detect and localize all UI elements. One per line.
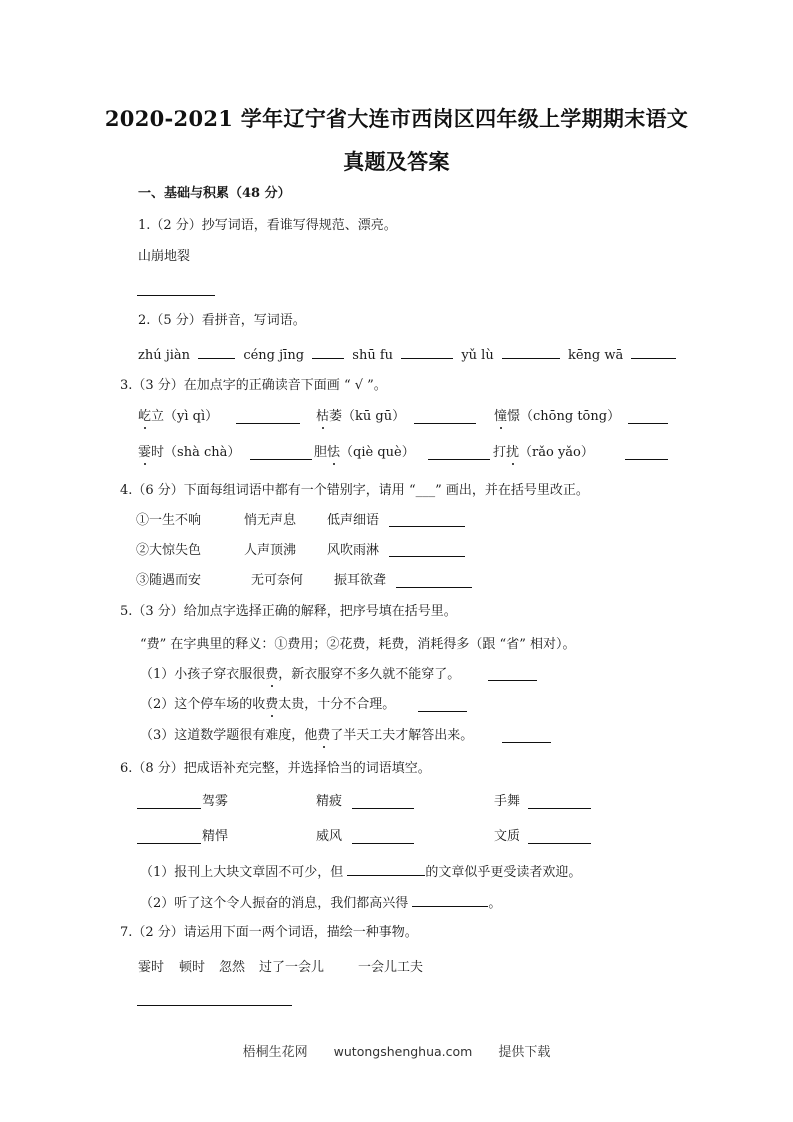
- dotted-char: 扰: [506, 445, 520, 460]
- q5-item: [140, 728, 473, 744]
- q4-word: 人声顶沸: [244, 543, 297, 558]
- q6-blank[interactable]: [528, 808, 591, 809]
- q4-word: 振耳欲聋: [334, 573, 387, 588]
- q6-sentence-1: [140, 862, 581, 881]
- char: 打: [493, 445, 507, 460]
- q7-answer-blank[interactable]: [137, 1005, 292, 1006]
- q6-blank[interactable]: [352, 843, 414, 844]
- q3-blank[interactable]: [236, 423, 300, 424]
- char: 胆: [314, 445, 328, 460]
- q3-item: [314, 445, 415, 461]
- q7-word: 忽然: [219, 960, 246, 975]
- q5-text: （3）这道数学题很有难度，他: [140, 728, 318, 743]
- q5-item: [140, 697, 395, 713]
- doc-title-line1: 2020-2021 学年辽宁省大连市西岗区四年级上学期期末语文: [104, 106, 689, 131]
- page-footer: [0, 1041, 793, 1060]
- q5-definition: “费” 在字典里的释义：①费用；②花费，耗费，消耗得多（跟 “省” 相对）。: [140, 637, 576, 652]
- q6-idiom-part: 文质: [494, 829, 521, 844]
- q6-idiom-part: 威风: [316, 829, 343, 844]
- q5-text: 太贵，十分不合理。: [278, 697, 396, 712]
- q6-idiom-part: 精疲: [316, 794, 343, 809]
- dotted-char: 枯: [316, 409, 330, 424]
- q6-idiom-part: 驾雾: [202, 794, 229, 809]
- char: 时: [151, 445, 165, 460]
- q1-answer-blank[interactable]: [137, 295, 215, 296]
- q3-blank[interactable]: [625, 459, 668, 460]
- q6-sentence-2: [140, 893, 501, 912]
- q5-blank[interactable]: [488, 680, 537, 681]
- q3-item: [138, 445, 240, 461]
- q7-word: 顿时: [179, 960, 206, 975]
- pinyin-blank[interactable]: [198, 345, 235, 359]
- q6-sentence-blank[interactable]: [412, 893, 488, 907]
- q3-item: [316, 409, 405, 425]
- q4-blank[interactable]: [396, 587, 472, 588]
- q4-stem: 4.（6 分）下面每组词语中都有一个错别字，请用 “___” 画出，并在括号里改正。: [120, 483, 589, 498]
- q3-stem: 3.（3 分）在加点字的正确读音下面画 “ √ ”。: [120, 378, 387, 393]
- pinyin-options: （chōng tōng）: [520, 409, 621, 424]
- q2-pinyin-row: [138, 345, 680, 364]
- pinyin-options: （yì qì）: [164, 409, 219, 424]
- footer-site-name: 梧桐生花网: [242, 1045, 308, 1060]
- pinyin-blank[interactable]: [631, 345, 676, 359]
- q7-word: 一会儿工夫: [358, 960, 424, 975]
- dotted-char: 怯: [327, 445, 341, 460]
- q5-item: [140, 667, 460, 683]
- dotted-char: 费: [317, 728, 331, 743]
- doc-title-line2: 真题及答案: [343, 149, 450, 174]
- q4-word: ①一生不响: [136, 513, 202, 528]
- q5-text: （1）小孩子穿衣服很: [140, 667, 266, 682]
- q4-blank[interactable]: [389, 526, 465, 527]
- q7-stem: 7.（2 分）请运用下面一两个词语，描绘一种事物。: [120, 925, 418, 940]
- q7-word: 过了一会儿: [259, 960, 325, 975]
- q4-blank[interactable]: [389, 556, 465, 557]
- pinyin-item: yǔ lù: [461, 348, 494, 363]
- q4-word: 低声细语: [327, 513, 380, 528]
- q4-word: 悄无声息: [244, 513, 297, 528]
- q7-word: 霎时: [138, 960, 165, 975]
- q3-item: [138, 409, 218, 425]
- q4-word: ③随遇而安: [136, 573, 202, 588]
- pinyin-blank[interactable]: [502, 345, 560, 359]
- q4-word: 无可奈何: [251, 573, 304, 588]
- section-heading: 一、基础与积累（48 分）: [138, 186, 291, 201]
- q4-word: 风吹雨淋: [327, 543, 380, 558]
- q3-blank[interactable]: [250, 459, 312, 460]
- pinyin-options: （rǎo yǎo）: [519, 445, 594, 460]
- q3-blank[interactable]: [428, 459, 490, 460]
- q6-text: 。: [488, 896, 502, 911]
- pinyin-options: （kū gū）: [342, 409, 406, 424]
- dotted-char: 费: [265, 667, 279, 682]
- pinyin-item: zhú jiàn: [138, 348, 191, 363]
- char: 立: [151, 409, 165, 424]
- pinyin-options: （qiè què）: [340, 445, 415, 460]
- q6-text: （1）报刊上大块文章固不可少，但: [140, 865, 348, 880]
- pinyin-item: kēng wā: [567, 348, 624, 363]
- pinyin-item: shū fu: [352, 348, 394, 363]
- q6-blank[interactable]: [528, 843, 591, 844]
- q6-idiom-part: 精悍: [202, 829, 229, 844]
- pinyin-item: céng jīng: [243, 348, 305, 363]
- q3-blank[interactable]: [414, 423, 476, 424]
- dotted-char: 屹: [138, 409, 152, 424]
- char: 萎: [329, 409, 343, 424]
- q1-stem: 1.（2 分）抄写词语，看谁写得规范、漂亮。: [138, 218, 397, 233]
- q6-idiom-part: 手舞: [494, 794, 521, 809]
- pinyin-blank[interactable]: [312, 345, 344, 359]
- q5-text: （2）这个停车场的收: [140, 697, 266, 712]
- q5-text: 了半天工夫才解答出来。: [330, 728, 474, 743]
- q5-blank[interactable]: [418, 711, 467, 712]
- dotted-char: 费: [265, 697, 279, 712]
- dotted-char: 霎: [138, 445, 152, 460]
- q2-stem: 2.（5 分）看拼音，写词语。: [138, 313, 306, 328]
- q6-blank[interactable]: [137, 843, 201, 844]
- q5-stem: 5.（3 分）给加点字选择正确的解释，把序号填在括号里。: [120, 604, 457, 619]
- q6-sentence-blank[interactable]: [347, 862, 425, 876]
- pinyin-blank[interactable]: [401, 345, 453, 359]
- q6-stem: 6.（8 分）把成语补充完整，并选择恰当的词语填空。: [120, 761, 431, 776]
- footer-note: 提供下载: [498, 1045, 551, 1060]
- q6-text: 的文章似乎更受读者欢迎。: [425, 865, 582, 880]
- q3-item: [493, 445, 594, 461]
- q5-text: ，新衣服穿不多久就不能穿了。: [278, 667, 461, 682]
- q6-blank[interactable]: [352, 808, 414, 809]
- footer-url[interactable]: wutongshenghua.com: [333, 1044, 473, 1059]
- q3-item: [494, 409, 620, 425]
- pinyin-options: （shà chà）: [164, 445, 241, 460]
- q4-word: ②大惊失色: [136, 543, 202, 558]
- q1-word: 山崩地裂: [138, 249, 191, 264]
- q6-text: （2）听了这个令人振奋的消息，我们都高兴得: [140, 896, 413, 911]
- char: 憬: [507, 409, 521, 424]
- q5-blank[interactable]: [502, 742, 551, 743]
- dotted-char: 憧: [494, 409, 508, 424]
- q3-blank[interactable]: [628, 423, 668, 424]
- q6-blank[interactable]: [137, 808, 201, 809]
